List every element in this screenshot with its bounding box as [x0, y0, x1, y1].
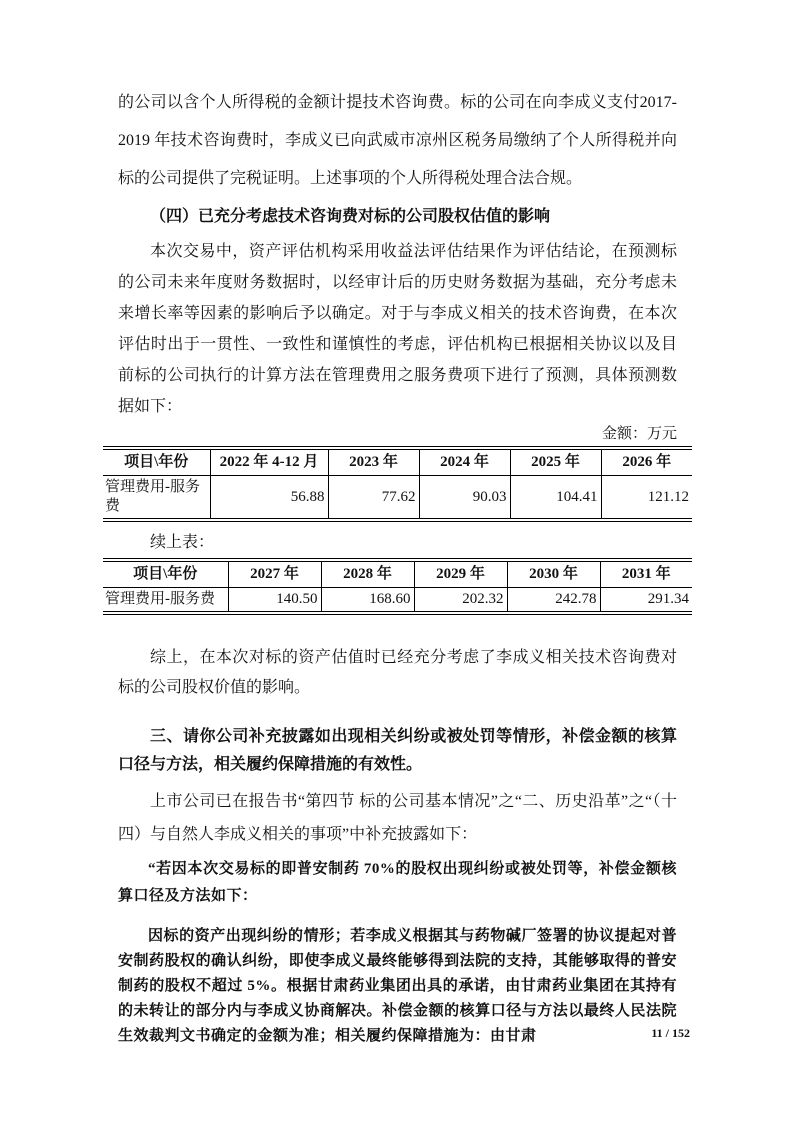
- heading-section-three: 三、请你公司补充披露如出现相关纠纷或被处罚等情形，补偿金额的核算口径与方法，相关履约保障措施的有效性。: [118, 728, 677, 773]
- table-value-cell: 168.60: [321, 588, 414, 614]
- paragraph-quote-lead: “若因本次交易标的即普安制药 70%的股权出现纠纷或被处罚等，补偿金额核算口径及方法如下：: [118, 861, 677, 904]
- table-header-cell: 2027 年: [228, 560, 321, 588]
- table-header-cell: 2024 年: [419, 448, 510, 476]
- table-row-label: 管理费用-服务费: [105, 591, 215, 607]
- table-row: [103, 588, 692, 614]
- table-value-cell: 77.62: [328, 476, 419, 521]
- table-unit-note: 金额：万元: [601, 426, 677, 442]
- table-header-cell: 2029 年: [414, 560, 507, 588]
- page-content: [105, 0, 689, 1049]
- table-value-cell: 56.88: [210, 476, 328, 521]
- forecast-table-2027-2031: [103, 558, 692, 615]
- heading-section-four: （四）已充分考虑技术咨询费对标的公司股权估值的影响: [150, 208, 551, 225]
- paragraph-section-four-body: 本次交易中，资产评估机构采用收益法评估结果作为评估结论，在预测标的公司未来年度财务数据时，以经审计后的历史财务数据为基础，充分考虑未来增长率等因素的影响后予以确定。对于与李成义相关的技术咨询费，在本次评估时出于一贯性、一致性和谨慎性的考虑，评估机构已根据相关协议以及目前标的公司执行的计算方法在管理费用之服务费项下进行了预测，具体预测数据如下：: [118, 243, 677, 415]
- table-value-cell: 104.41: [510, 476, 601, 521]
- table-header-cell: 2022 年 4-12 月: [210, 448, 328, 476]
- table-value-cell: 90.03: [419, 476, 510, 521]
- table-header-row: [103, 560, 692, 588]
- table-continuation-label: 续上表：: [150, 534, 215, 551]
- table-header-cell: 2023 年: [328, 448, 419, 476]
- table-value-cell: 202.32: [414, 588, 507, 614]
- table-header-row: [103, 448, 692, 476]
- table-value-cell: 121.12: [601, 476, 692, 521]
- table-value-cell: 242.78: [507, 588, 600, 614]
- table-header-cell: 项目\年份: [103, 560, 228, 588]
- paragraph-section-four-conclusion: 综上，在本次对标的资产估值时已经充分考虑了李成义相关技术咨询费对标的公司股权价值的影响。: [118, 649, 677, 696]
- table-row-label: 管理费用-服务费: [105, 479, 200, 514]
- paragraph-quote-body: 因标的资产出现纠纷的情形；若李成义根据其与药物碱厂签署的协议提起对普安制药股权的确认纠纷，即使李成义最终能够得到法院的支持，其能够取得的普安制药的股权不超过 5%。根据甘肃药业集团出具的承诺，由甘肃药业集团在其持有的未转让的部分内与李成义协商解决。补偿金额的核算口径与方法以最终人民法院生效裁判文书确定的金额为准；相关履约保障措施为：由甘肃: [118, 928, 677, 1044]
- table-header-cell: 2031 年: [600, 560, 692, 588]
- table-row: [103, 476, 692, 521]
- page-number: 11 / 152: [651, 1026, 690, 1040]
- paragraph-section-three-intro: 上市公司已在报告书“第四节 标的公司基本情况”之“二、历史沿革”之“（十四）与自然人李成义相关的事项”中补充披露如下：: [118, 793, 677, 843]
- table-header-cell: 项目\年份: [103, 448, 210, 476]
- table-value-cell: 140.50: [228, 588, 321, 614]
- table-value-cell: 291.34: [600, 588, 692, 614]
- table-header-cell: 2026 年: [601, 448, 692, 476]
- table-header-cell: 2028 年: [321, 560, 414, 588]
- table-header-cell: 2025 年: [510, 448, 601, 476]
- forecast-table-2022-2026: [103, 446, 692, 522]
- paragraph-continuation: 的公司以含个人所得税的金额计提技术咨询费。标的公司在向李成义支付2017-2019 年技术咨询费时，李成义已向武威市凉州区税务局缴纳了个人所得税并向标的公司提供了完税证明。上述事项的个人所得税处理合法合规。: [118, 94, 677, 187]
- table-header-cell: 2030 年: [507, 560, 600, 588]
